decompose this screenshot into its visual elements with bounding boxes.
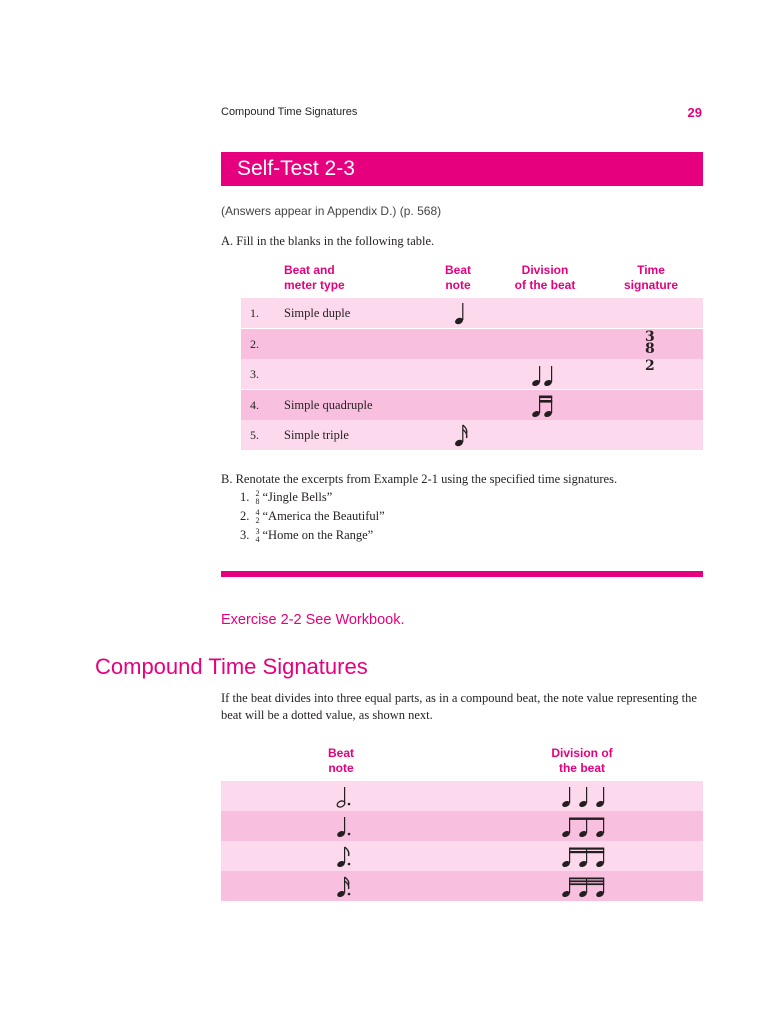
quarter-note-icon — [453, 300, 473, 326]
table-row — [221, 781, 703, 811]
row-meter-type: Simple quadruple — [284, 398, 373, 412]
section-paragraph: If the beat divides into three equal parts, as in a compound beat, the note value representing the beat will be a dotted value, as shown next. — [221, 691, 697, 722]
selftest-title: Self-Test 2-3 — [237, 157, 355, 180]
time-sig-bottom: 8 — [645, 341, 655, 357]
header-time-signature — [610, 263, 692, 293]
dotted-eighth-note-icon — [335, 844, 357, 870]
dotted-sixteenth-note-icon — [335, 874, 357, 900]
three-eighth-notes-beamed-icon — [561, 814, 609, 840]
sixteenth-note-icon — [453, 422, 473, 448]
two-sixteenth-notes-beamed-icon — [531, 393, 557, 419]
item-number: 3. — [240, 528, 250, 542]
two-quarter-notes-icon — [531, 362, 557, 388]
row-meter-type: Simple triple — [284, 428, 349, 442]
part-b-item — [240, 528, 373, 544]
header-division-line1: Division — [521, 263, 569, 277]
page-number: 29 — [687, 105, 702, 120]
item-number: 1. — [240, 490, 250, 504]
table-row — [221, 841, 703, 871]
time-signature-icon — [645, 331, 655, 355]
part-b-item — [240, 509, 385, 525]
header-beat-note-line1: Beat — [444, 263, 471, 277]
header-beat-note-line2: note — [445, 278, 471, 292]
frac-bottom: 4 — [255, 535, 260, 545]
item-title: “America the Beautiful” — [262, 509, 385, 523]
table-row — [241, 390, 703, 420]
header-division-2 — [537, 746, 627, 776]
table-row — [241, 298, 703, 328]
table-row — [241, 329, 703, 359]
three-quarter-notes-icon — [561, 784, 609, 810]
part-b-instruction: B. Renotate the excerpts from Example 2-1 using the specified time signatures. — [221, 472, 618, 486]
answers-note: (Answers appear in Appendix D.) (p. 568) — [221, 204, 442, 218]
header-beat-meter-line1: Beat and — [284, 263, 335, 277]
header-division-line2: of the beat — [514, 278, 576, 292]
time-sig-top: 3 — [645, 329, 655, 345]
frac-top: 3 — [255, 527, 260, 537]
table-row — [241, 359, 703, 389]
section-divider — [221, 571, 703, 577]
table-row — [221, 811, 703, 841]
frac-bottom: 2 — [255, 516, 260, 526]
header-beat-note-2 — [311, 746, 371, 776]
three-sixteenth-notes-beamed-icon — [561, 844, 609, 870]
selftest-banner — [221, 152, 703, 186]
table-row — [221, 871, 703, 901]
time-signature-fraction — [256, 509, 260, 525]
frac-top: 2 — [255, 489, 260, 499]
header-division — [500, 263, 590, 293]
part-a-instruction: A. Fill in the blanks in the following table. — [221, 234, 435, 248]
header-division-line1: Division of — [551, 746, 613, 760]
header-beat-note-line2: note — [328, 761, 354, 775]
header-beat-note-line1: Beat — [327, 746, 354, 760]
time-sig-bottom: 2 — [645, 358, 655, 374]
time-signature-icon — [645, 360, 655, 372]
header-time-sig-line1: Time — [637, 263, 665, 277]
item-number: 2. — [240, 509, 250, 523]
running-head: Compound Time Signatures — [221, 106, 358, 118]
time-signature-fraction — [256, 490, 260, 506]
item-title: “Jingle Bells” — [262, 490, 333, 504]
row-number: 5. — [250, 428, 259, 442]
dotted-quarter-note-icon — [335, 814, 357, 840]
header-division-line2: the beat — [558, 761, 605, 775]
row-number: 1. — [250, 306, 259, 320]
frac-bottom: 8 — [255, 497, 260, 507]
time-signature-fraction — [256, 528, 260, 544]
row-number: 4. — [250, 398, 259, 412]
table-row — [241, 420, 703, 450]
row-number: 3. — [250, 367, 259, 381]
header-beat-meter — [284, 263, 364, 293]
exercise-reference: Exercise 2-2 See Workbook. — [221, 612, 405, 628]
frac-top: 4 — [255, 508, 260, 518]
part-b-item — [240, 490, 332, 506]
header-beat-note — [428, 263, 488, 293]
header-time-sig-line2: signature — [623, 278, 678, 292]
item-title: “Home on the Range” — [262, 528, 374, 542]
three-thirtysecond-notes-beamed-icon — [561, 874, 609, 900]
header-beat-meter-line2: meter type — [284, 278, 345, 292]
dotted-half-note-icon — [335, 784, 357, 810]
row-meter-type: Simple duple — [284, 306, 351, 320]
row-number: 2. — [250, 337, 259, 351]
section-heading: Compound Time Signatures — [95, 654, 368, 679]
